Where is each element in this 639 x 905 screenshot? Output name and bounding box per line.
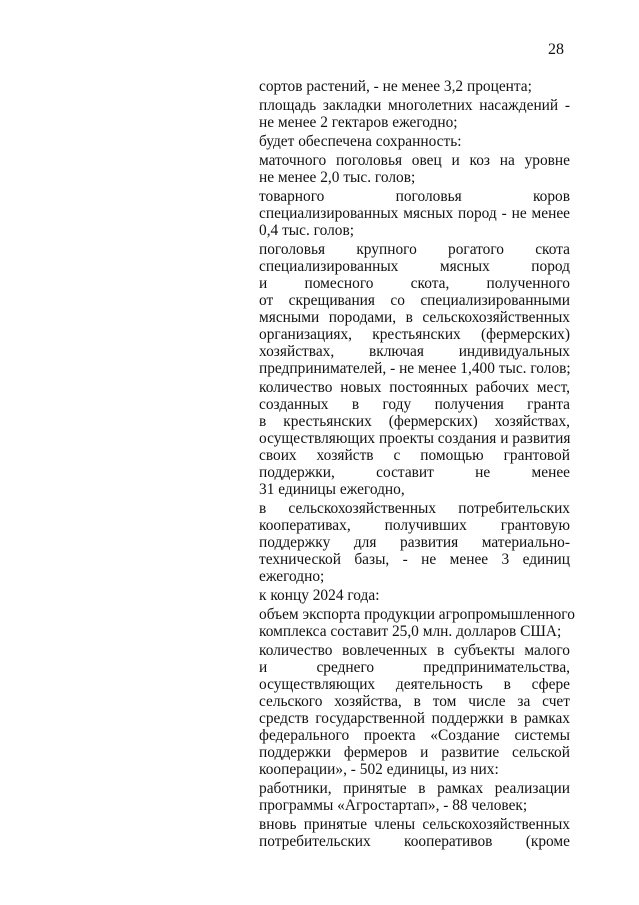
document-body-text <box>259 78 575 850</box>
text-line: и среднего предпринимательства, <box>259 659 570 676</box>
text-line: поголовья крупного рогатого скота <box>259 241 570 258</box>
text-line: осуществляющих проекты создания и развития <box>259 430 571 447</box>
text-line: потребительских кооперативов (кроме <box>259 833 570 850</box>
text-line: не менее 2,0 тыс. голов; <box>259 169 416 186</box>
page-number: 28 <box>548 41 564 58</box>
text-line: не менее 2 гектаров ежегодно; <box>259 114 458 131</box>
text-line: средств государственной поддержки в рамках <box>259 710 570 727</box>
text-line: осуществляющих деятельность в сфере <box>259 676 570 693</box>
text-line: специализированных мясных пород <box>259 258 570 275</box>
text-line: сортов растений, - не менее 3,2 процента; <box>259 78 532 95</box>
text-line: 31 единицы ежегодно, <box>259 481 405 498</box>
text-line: работники, принятые в рамках реализации <box>259 780 570 797</box>
text-line: хозяйствах, включая индивидуальных <box>259 343 570 360</box>
text-line: количество новых постоянных рабочих мест, <box>259 379 570 396</box>
text-line: от скрещивания со специализированными <box>259 292 570 309</box>
text-line: ежегодно; <box>259 568 325 585</box>
text-line: маточного поголовья овец и коз на уровне <box>259 152 570 169</box>
text-line: кооперативах, получивших грантовую <box>259 517 570 534</box>
text-line: технической базы, - не менее 3 единиц <box>259 551 570 568</box>
text-line: количество вовлеченных в субъекты малого <box>259 642 570 659</box>
text-line: товарного поголовья коров <box>259 188 570 205</box>
text-line: своих хозяйств с помощью грантовой <box>259 447 570 464</box>
text-line: предпринимателей, - не менее 1,400 тыс. голов; <box>259 360 571 377</box>
text-line: площадь закладки многолетних насаждений - <box>259 97 570 114</box>
text-line: сельского хозяйства, в том числе за счет <box>259 693 570 710</box>
text-line: организациях, крестьянских (фермерских) <box>259 326 570 343</box>
text-line: мясными породами, в сельскохозяйственных <box>259 309 570 326</box>
text-line: к концу 2024 года: <box>259 587 380 604</box>
text-line: 0,4 тыс. голов; <box>259 222 355 239</box>
text-line: федерального проекта «Создание системы <box>259 727 570 744</box>
text-line: созданных в году получения гранта <box>259 396 570 413</box>
text-line: комплекса составит 25,0 млн. долларов США; <box>259 623 562 640</box>
text-line: объем экспорта продукции агропромышленного <box>259 606 575 623</box>
text-line: поддержки, составит не менее <box>259 464 570 481</box>
text-line: поддержку для развития материально- <box>259 534 570 551</box>
text-line: будет обеспечена сохранность: <box>259 133 462 150</box>
text-line: специализированных мясных пород - не менее <box>259 205 570 222</box>
text-line: кооперации», - 502 единицы, из них: <box>259 761 499 778</box>
text-line: вновь принятые члены сельскохозяйственных <box>259 816 570 833</box>
text-line: поддержки фермеров и развитие сельской <box>259 744 570 761</box>
text-line: в сельскохозяйственных потребительских <box>259 500 570 517</box>
text-line: программы «Агростартап», - 88 человек; <box>259 797 528 814</box>
text-line: и помесного скота, полученного <box>259 275 570 292</box>
text-line: в крестьянских (фермерских) хозяйствах, <box>259 413 570 430</box>
